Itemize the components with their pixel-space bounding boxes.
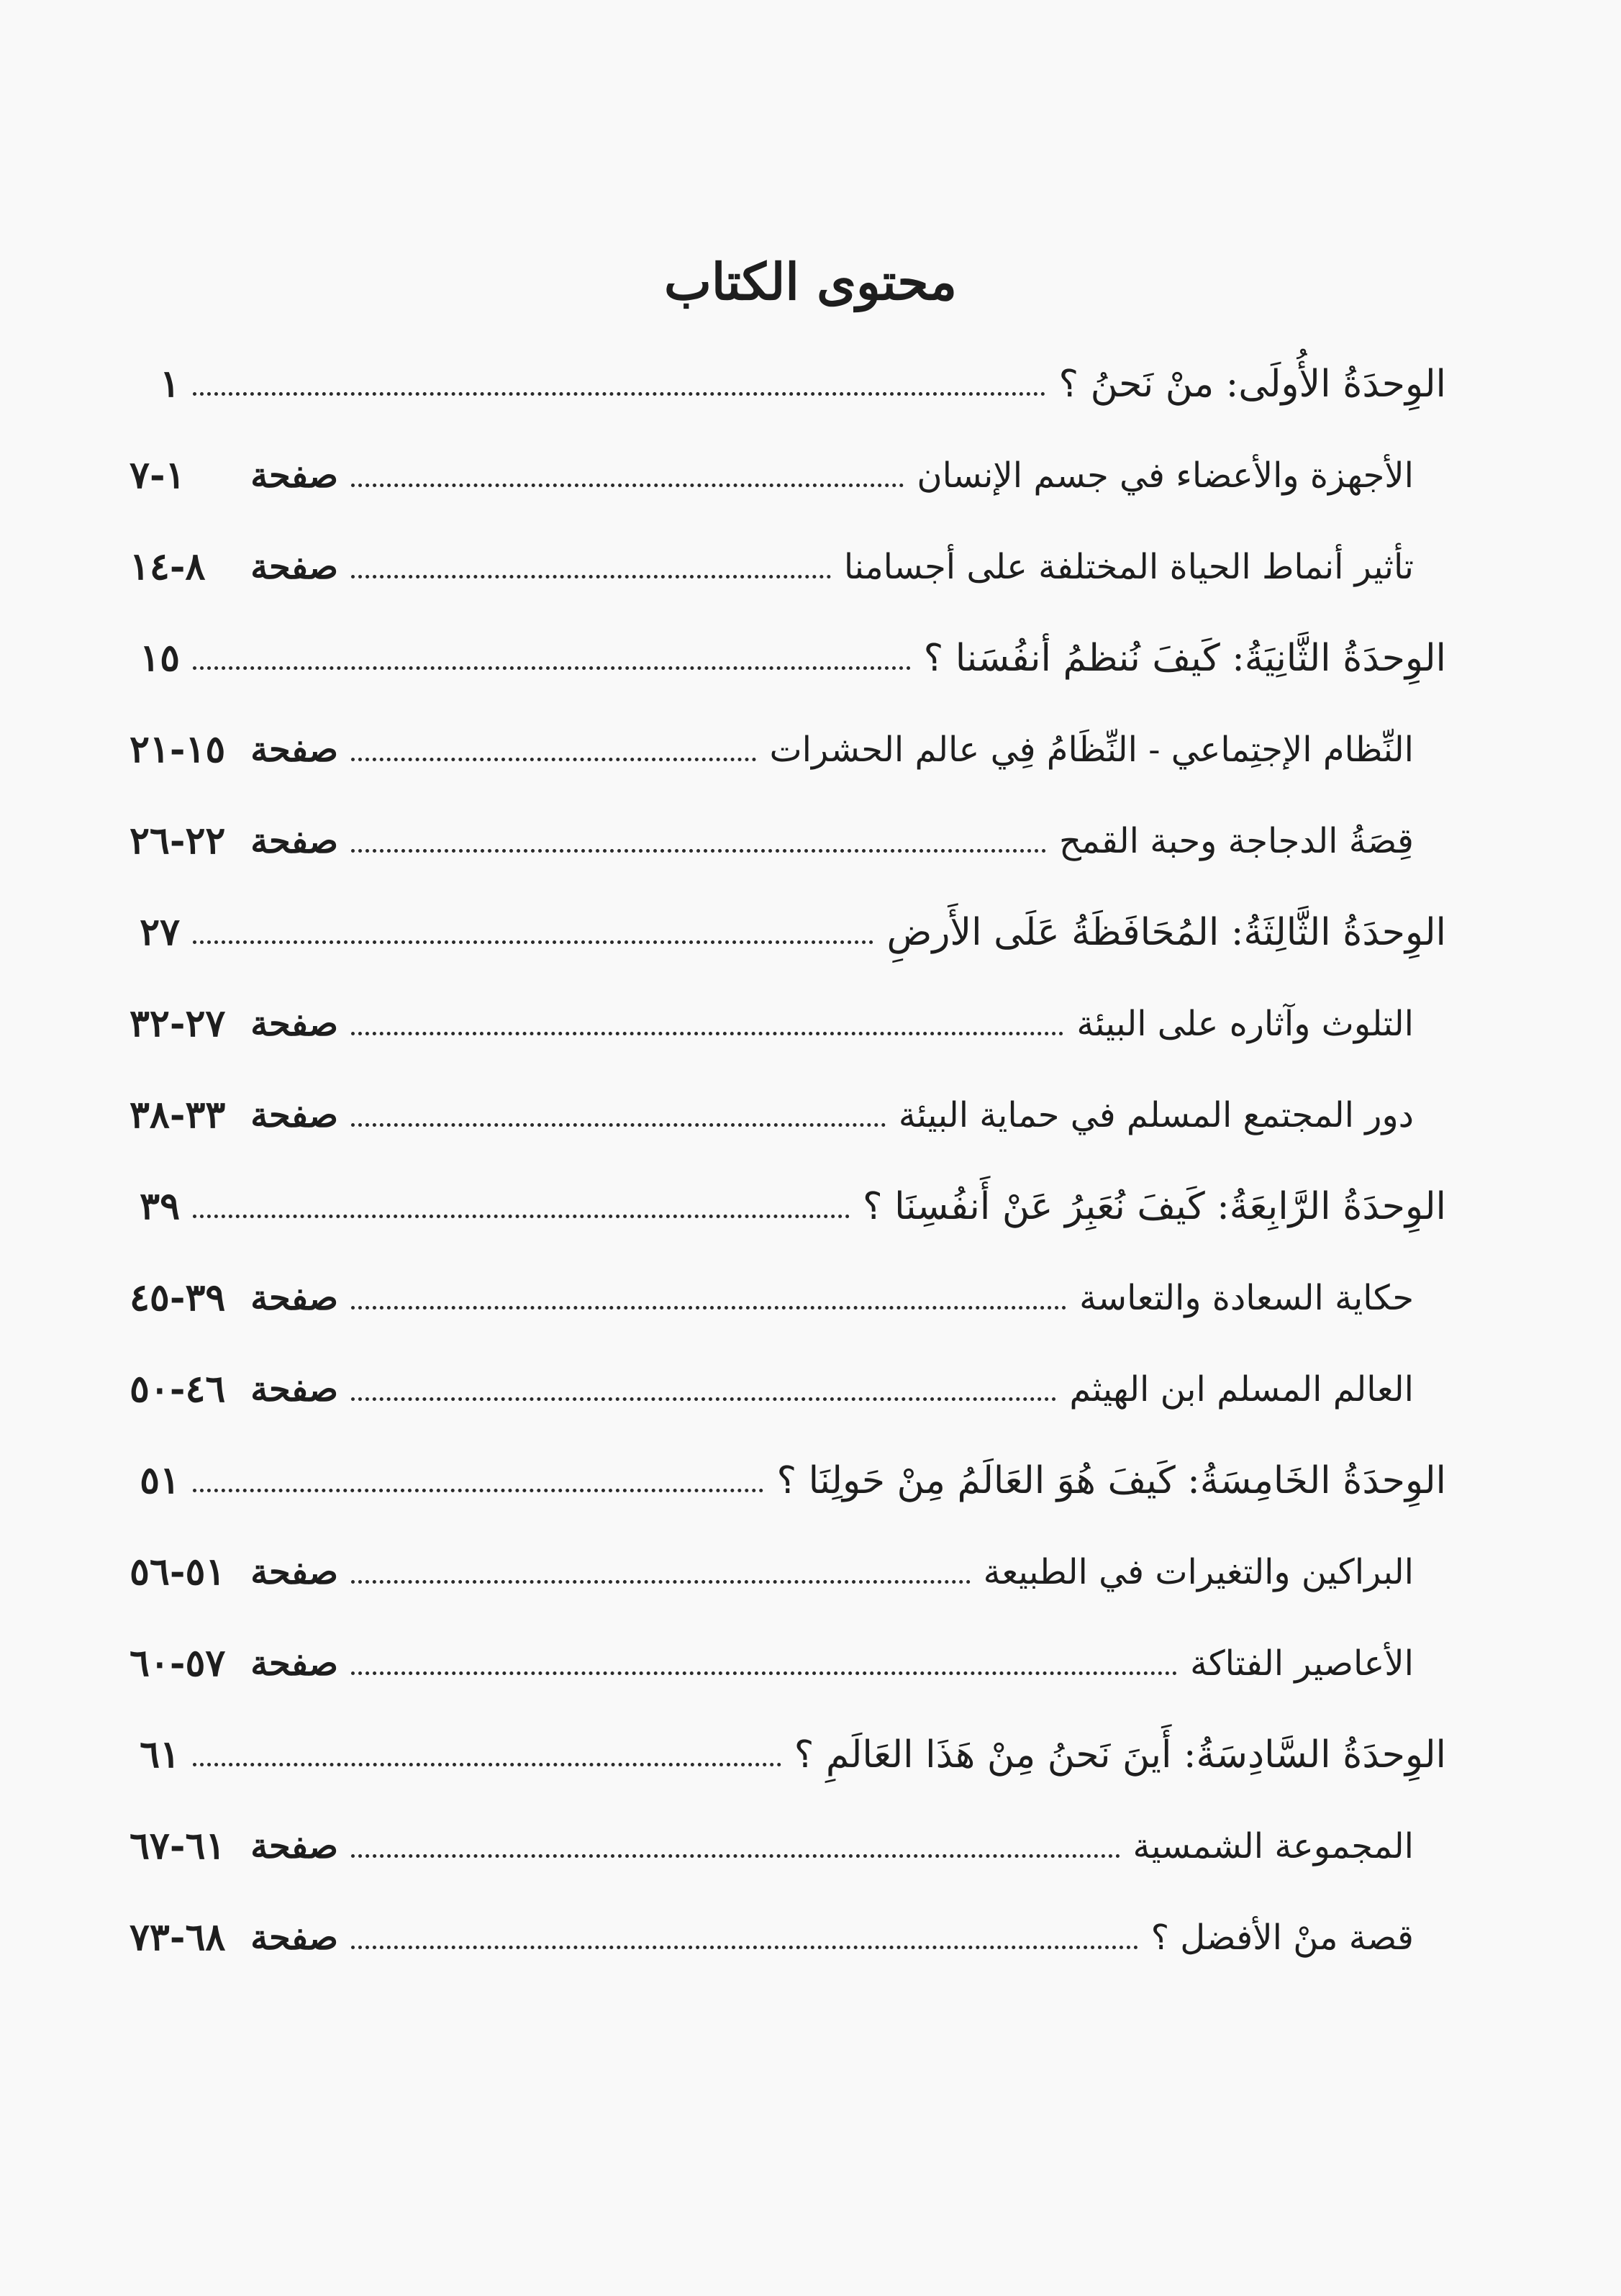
lesson-title: دور المجتمع المسلم في حماية البيئة [898,1094,1414,1135]
page-reference [130,1276,338,1320]
dot-leader [351,1123,886,1127]
unit-title: الوِحدَةُ الأُولَى: منْ نَحنُ ؟ [1058,362,1446,406]
page-range: ٣٩-٤٥ [130,1276,226,1320]
unit-title: الوِحدَةُ الرَّابِعَةُ: كَيفَ نُعَبِرُ عَنْ أَنفُسِنَا ؟ [863,1184,1446,1228]
page-range: ٣٣-٣٨ [130,1093,226,1137]
dot-leader [351,1946,1138,1949]
dot-leader [193,666,911,670]
page-word: صفحة [250,546,338,587]
dot-leader [351,849,1046,853]
dot-leader [351,1580,971,1584]
dot-leader [351,758,756,761]
page-reference [130,1641,338,1685]
page-word: صفحة [250,1551,338,1592]
toc-lesson-row [130,1617,1446,1709]
unit-title: الوِحدَةُ الخَامِسَةُ: كَيفَ هُوَ العَالَمُ مِنْ حَولِنَا ؟ [776,1458,1446,1502]
lesson-title: الأجهزة والأعضاء في جسم الإنسان [917,455,1414,496]
page-reference [130,362,180,406]
page-reference [130,1367,338,1411]
page-number: ٦١ [140,1733,180,1777]
toc-lesson-row [130,1252,1446,1343]
page-reference [130,1458,180,1502]
page-reference [130,453,338,497]
unit-title: الوِحدَةُ السَّادِسَةُ: أَينَ نَحنُ مِنْ هَذَا العَالَمِ ؟ [794,1733,1446,1777]
dot-leader [351,1854,1120,1858]
page-range: ٦١-٦٧ [130,1824,226,1868]
dot-leader [351,1397,1056,1401]
page-word: صفحة [250,1825,338,1866]
page-reference [130,1550,338,1594]
page-word: صفحة [250,729,338,770]
page-number: ٥١ [140,1458,180,1502]
toc-lesson-row [130,1800,1446,1892]
dot-leader [351,1671,1177,1675]
dot-leader [193,1489,763,1492]
toc-unit-row [130,886,1446,978]
toc-list [130,338,1446,1983]
page-reference [130,1093,338,1137]
page-range: ٦٨-٧٣ [130,1915,226,1959]
lesson-title: البراكين والتغيرات في الطبيعة [983,1551,1414,1592]
page-reference [130,636,180,680]
toc-lesson-row [130,978,1446,1069]
toc-lesson-row [130,521,1446,612]
toc-lesson-row [130,1526,1446,1617]
page-range: ٥٧-٦٠ [130,1641,226,1685]
page-word: صفحة [250,1917,338,1958]
page-number: ١٥ [140,636,180,680]
page-reference [130,727,338,771]
lesson-title: قِصَةُ الدجاجة وحبة القمح [1059,820,1414,861]
page-reference [130,910,180,954]
toc-unit-row [130,338,1446,430]
page-range: ١٥-٢١ [130,727,226,771]
unit-title: الوِحدَةُ الثَّالِثَةُ: المُحَافَظَةُ عَلَى الأَرضِ [886,910,1446,954]
page-range: ٢٢-٢٦ [130,819,226,863]
lesson-title: النِّظام الإجتِماعي - النِّظَامُ فِي عالم الحشرات [769,729,1414,770]
page-reference [130,1824,338,1868]
dot-leader [193,392,1045,396]
page-reference [130,1733,180,1777]
page-word: صفحة [250,820,338,861]
page-number: ٣٩ [140,1184,180,1228]
lesson-title: المجموعة الشمسية [1132,1825,1414,1866]
page-reference [130,819,338,863]
dot-leader [193,1763,781,1766]
toc-unit-row [130,1435,1446,1526]
toc-unit-row [130,1709,1446,1800]
page-word: صفحة [250,1369,338,1410]
lesson-title: تأثير أنماط الحياة المختلفة على أجسامنا [843,546,1414,587]
toc-lesson-row [130,704,1446,795]
page-title: محتوى الكتاب [664,252,957,312]
lesson-title: قصة منْ الأفضل ؟ [1150,1917,1414,1958]
page-range: ٤٦-٥٠ [130,1367,226,1411]
page-reference [130,1184,180,1228]
lesson-title: حكاية السعادة والتعاسة [1079,1277,1414,1318]
page-range: ٥١-٥٦ [130,1550,226,1594]
lesson-title: التلوث وآثاره على البيئة [1076,1003,1414,1044]
dot-leader [351,1032,1063,1035]
page-reference [130,545,338,589]
toc-unit-row [130,1161,1446,1252]
toc-lesson-row [130,430,1446,521]
lesson-title: الأعاصير الفتاكة [1190,1643,1414,1684]
page-number: ٢٧ [140,910,180,954]
dot-leader [193,940,873,944]
page-reference [130,1915,338,1959]
page-word: صفحة [250,1094,338,1135]
page-word: صفحة [250,1003,338,1044]
toc-unit-row [130,612,1446,704]
page-range: ٨-١٤ [130,545,206,589]
page-word: صفحة [250,1643,338,1684]
page-range: ١-٧ [130,453,186,497]
toc-lesson-row [130,795,1446,886]
dot-leader [351,1306,1066,1310]
lesson-title: العالم المسلم ابن الهيثم [1069,1369,1414,1410]
dot-leader [351,484,904,487]
page-word: صفحة [250,455,338,496]
toc-lesson-row [130,1343,1446,1435]
page-word: صفحة [250,1277,338,1318]
dot-leader [193,1215,850,1218]
page-range: ٢٧-٣٢ [130,1002,226,1045]
toc-lesson-row [130,1892,1446,1983]
dot-leader [351,575,831,578]
page-reference [130,1002,338,1045]
unit-title: الوِحدَةُ الثَّانِيَةُ: كَيفَ نُنظمُ أنفُسَنا ؟ [923,636,1446,680]
page-number: ١ [160,362,180,406]
toc-lesson-row [130,1069,1446,1161]
